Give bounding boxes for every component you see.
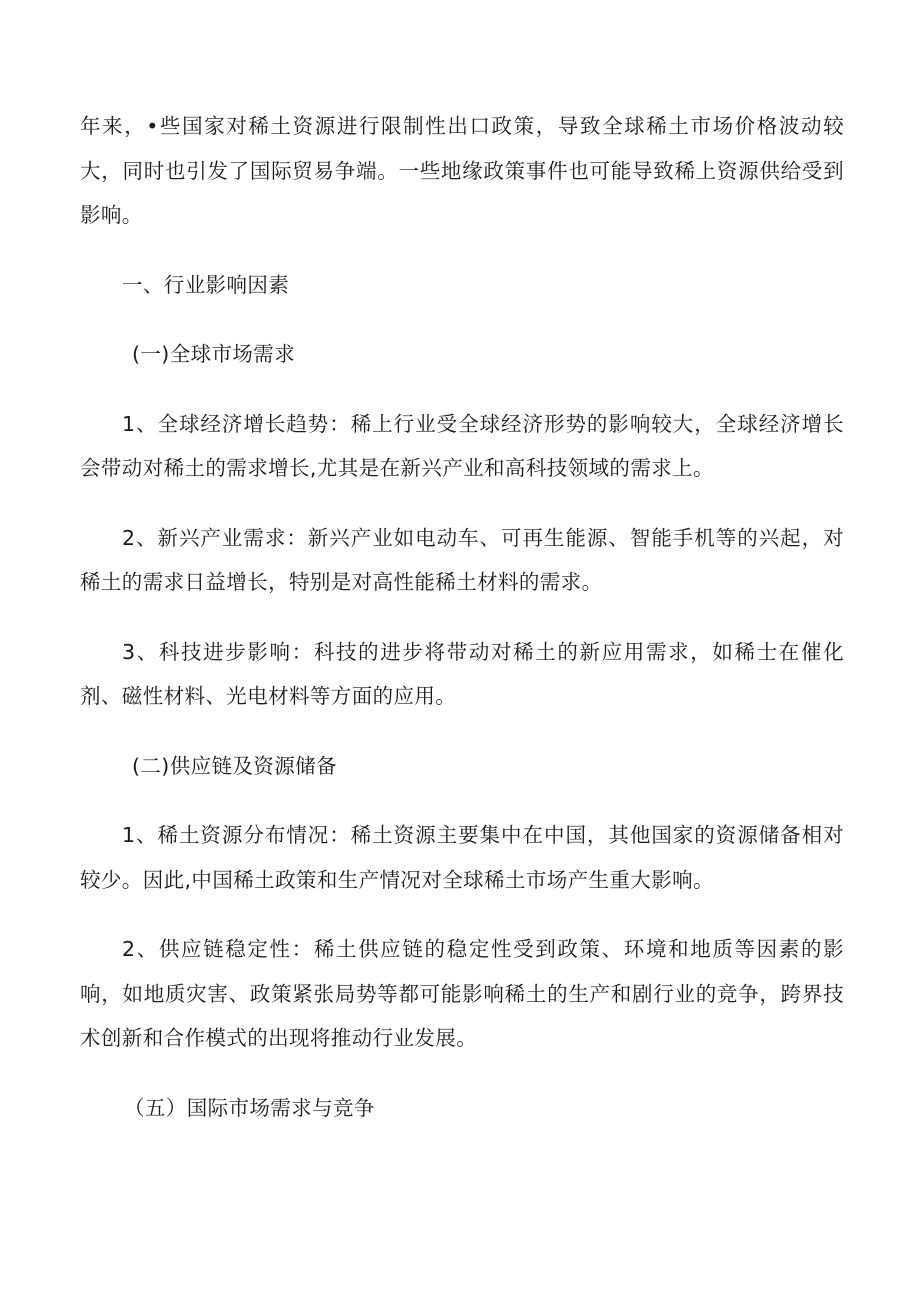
subsection-heading: (二)供应链及资源储备 — [132, 753, 337, 778]
spacer — [80, 788, 844, 813]
section-heading: 一、行业影响因素 — [122, 272, 290, 297]
intro-paragraph: 年来，•些国家对稀土资源进行限制性出口政策，导致全球稀土市场价格波动较大，同时也引发了国际贸易争端。一些地缘政策事件也可能导致稀上资源供给受到影响。 — [80, 114, 844, 227]
spacer — [80, 719, 844, 744]
list-item: 2、供应链稳定性：稀土供应链的稳定性受到政策、环境和地质等因素的影响，如地质灾害、政策紧张局势等都可能影响稀土的生产和剧行业的竞争，跨界技术创新和合作模式的出现将推动行业发展。 — [80, 937, 844, 1050]
list-item: 1、全球经济增长趋势：稀上行业受全球经济形势的影响较大，全球经济增长会带动对稀土的需求增长,尤其是在新兴产业和高科技领域的需求上。 — [80, 411, 844, 480]
spacer — [80, 605, 844, 630]
spacer — [80, 491, 844, 516]
document-page — [80, 104, 844, 1130]
list-item: 1、稀土资源分布情况：稀土资源主要集中在中国，其他国家的资源储备相对较少。因此,中国稀土政策和生产情况对全球稀土市场产生重大影响。 — [80, 823, 844, 892]
subsection-heading: (一)全球市场需求 — [132, 342, 296, 366]
spacer — [80, 238, 844, 263]
spacer — [80, 307, 844, 332]
spacer — [80, 902, 844, 927]
subsection-heading: （五）国际市场需求与竞争 — [124, 1095, 375, 1120]
spacer — [80, 377, 844, 402]
spacer — [80, 1061, 844, 1086]
list-item: 3、科技进步影响：科技的进步将带动对稀土的新应用需求，如稀士在催化剂、磁性材料、光电材料等方面的应用。 — [80, 639, 844, 708]
list-item: 2、新兴产业需求：新兴产业如电动车、可再生能源、智能手机等的兴起，对稀土的需求日益增长，特别是对高性能稀土材料的需求。 — [80, 525, 844, 594]
